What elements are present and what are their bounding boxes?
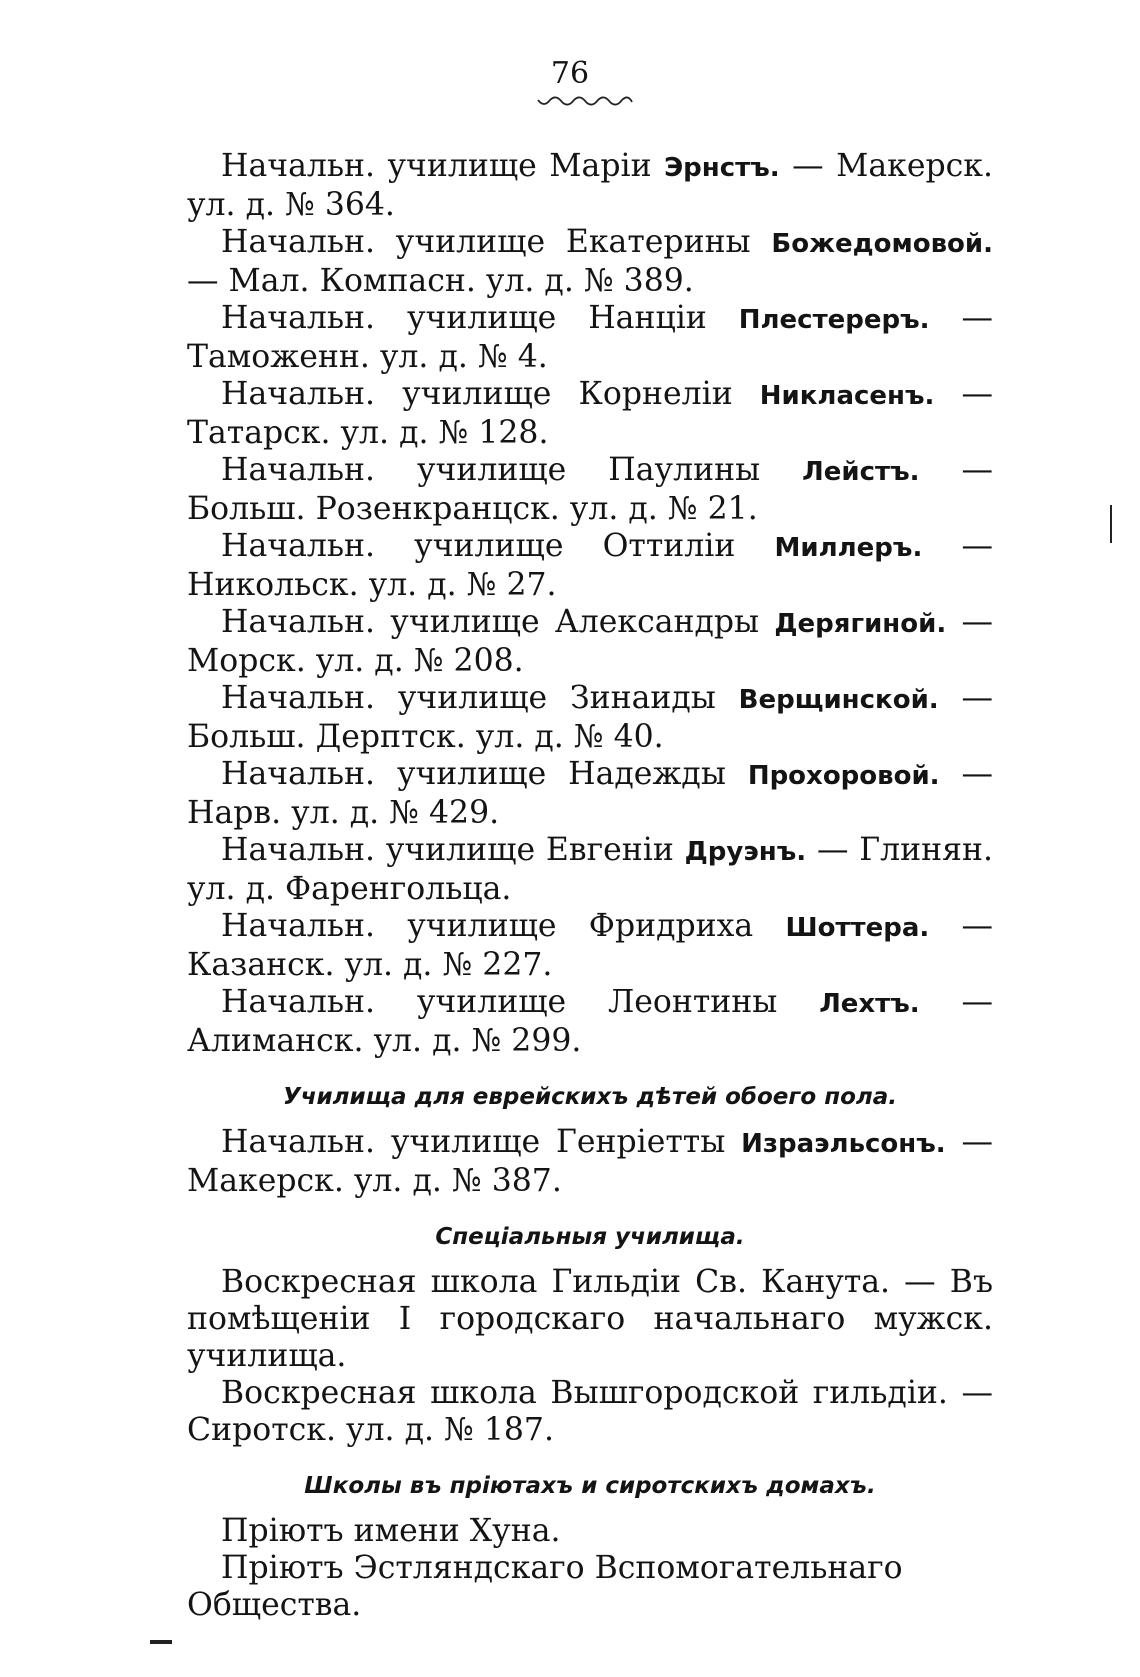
- school-address: — Макерск. ул. д. № 364.: [187, 148, 993, 223]
- school-description: Начальн. училище Александры: [221, 604, 775, 640]
- school-entry: [187, 148, 993, 224]
- wavy-ornament: [536, 96, 634, 108]
- school-list: [187, 148, 993, 1060]
- school-address: — Алиманск. ул. д. № 299.: [187, 984, 994, 1059]
- school-address: — Больш. Дерптск. ул. д. № 40.: [187, 680, 993, 755]
- school-description: Начальн. училище Оттиліи: [221, 528, 775, 564]
- school-address: — Макерск. ул. д. № 387.: [187, 1124, 993, 1199]
- school-entry: [187, 604, 993, 680]
- school-entry: [187, 908, 993, 984]
- school-description: Начальн. училище Зинаиды: [221, 680, 739, 716]
- teacher-surname: Друэнъ.: [684, 837, 807, 867]
- section-heading-orphanages: Школы въ пріютахъ и сиротскихъ домахъ.: [304, 1473, 876, 1499]
- scan-mark: [1110, 505, 1112, 543]
- school-entry: [187, 1124, 993, 1200]
- school-description: Начальн. училище Надежды: [221, 756, 748, 792]
- school-address: — Глинян. ул. д. Фаренгольца.: [187, 832, 993, 907]
- school-address: — Казанск. ул. д. № 227.: [187, 908, 993, 983]
- teacher-surname: Прохоровой.: [747, 761, 940, 791]
- teacher-surname: Верщинской.: [738, 685, 939, 715]
- school-description: Начальн. училище Леонтины: [221, 984, 820, 1020]
- school-description: Начальн. училище Маріи: [221, 148, 665, 184]
- school-description: Начальн. училище Евгеніи: [221, 832, 685, 868]
- orphanage-entry: Пріютъ имени Хуна.: [221, 1513, 561, 1549]
- school-address: — Нарв. ул. д. № 429.: [187, 756, 993, 831]
- teacher-surname: Миллеръ.: [774, 533, 923, 563]
- school-entry: [187, 528, 993, 604]
- teacher-surname: Эрнстъ.: [664, 153, 780, 183]
- school-address: — Мал. Компасн. ул. д. № 389.: [187, 263, 694, 299]
- teacher-surname: Шоттера.: [785, 913, 930, 943]
- section-heading-jewish: Училища для еврейскихъ дѣтей обоего пола.: [282, 1084, 897, 1110]
- school-entry: [187, 756, 993, 832]
- orphanage-entry: Пріютъ Эстляндскаго Вспомогательнаго Общества.: [187, 1550, 903, 1623]
- school-description: Начальн. училище Екатерины: [221, 224, 772, 260]
- school-entry: [187, 984, 993, 1060]
- section-heading-special: Спеціальныя училища.: [435, 1224, 745, 1250]
- school-description: Начальн. училище Фридриха: [221, 908, 786, 944]
- teacher-surname: Божедомовой.: [771, 229, 993, 259]
- teacher-surname: Лейстъ.: [802, 457, 920, 487]
- school-description: Начальн. училище Генріетты: [221, 1124, 742, 1160]
- school-entry: [187, 300, 993, 376]
- school-description: Начальн. училище Нанціи: [221, 300, 739, 336]
- school-address: — Морск. ул. д. № 208.: [187, 604, 993, 679]
- teacher-surname: Никласенъ.: [759, 381, 935, 411]
- teacher-surname: Израэльсонъ.: [741, 1129, 946, 1159]
- school-entry: [187, 452, 993, 528]
- school-address: — Больш. Розенкранцск. ул. д. № 21.: [187, 452, 993, 527]
- school-address: — Никольск. ул. д. № 27.: [187, 528, 993, 603]
- special-school-entry: Воскресная школа Гильдіи Св. Канута. — Въ помѣщеніи I городскаго начальнаго мужск. училища.: [187, 1264, 993, 1374]
- school-description: Начальн. училище Корнеліи: [221, 376, 760, 412]
- school-address: — Татарск. ул. д. № 128.: [187, 376, 994, 451]
- teacher-surname: Лехтъ.: [819, 989, 920, 1019]
- school-entry: [187, 376, 993, 452]
- school-entry: [187, 680, 993, 756]
- special-school-entry: Воскресная школа Вышгородской гильдіи. — Сиротск. ул. д. № 187.: [187, 1375, 993, 1448]
- page-content: [187, 148, 993, 1624]
- school-entry: [187, 224, 993, 300]
- teacher-surname: Плестереръ.: [738, 305, 930, 335]
- scan-mark: [150, 1640, 172, 1644]
- school-entry: [187, 832, 993, 908]
- jewish-school-list: [187, 1124, 993, 1200]
- teacher-surname: Дерягиной.: [774, 609, 947, 639]
- page-number: 76: [550, 56, 590, 91]
- school-description: Начальн. училище Паулины: [221, 452, 803, 488]
- school-address: — Таможенн. ул. д. № 4.: [187, 300, 994, 375]
